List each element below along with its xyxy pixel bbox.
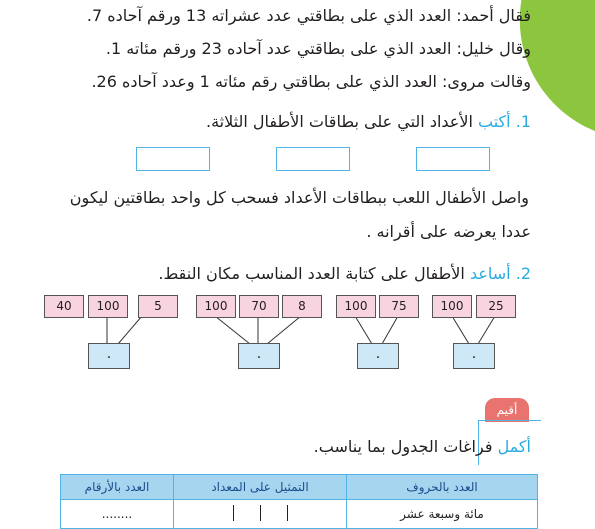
assess-text: فراغات الجدول بما يناسب.	[313, 437, 493, 456]
task2-text: الأطفال على كتابة العدد المناسب مكان النقط.	[158, 264, 465, 283]
assess-verb: أكمل	[497, 437, 531, 456]
assess-instruction	[314, 437, 531, 456]
table-header-digits: العدد بالأرقام	[61, 475, 174, 500]
assess-tag: أقيم	[485, 398, 529, 422]
card: 100	[432, 295, 472, 318]
card: 70	[239, 295, 279, 318]
card: 8	[282, 295, 322, 318]
abacus-rods	[215, 505, 305, 521]
table-cell-digits[interactable]: ........	[61, 500, 174, 529]
story-ahmad: فقال أحمد: العدد الذي على بطاقتي عدد عشراته 13 ورقم آحاده 7.	[86, 6, 531, 25]
paragraph-line-1: واصل الأطفال اللعب ببطاقات الأعداد فسحب كل واحد بطاقتين ليكون	[69, 188, 529, 207]
story-marwa: وقالت مروى: العدد الذي على بطاقتي رقم مئاته 1 وعدد آحاده 26.	[91, 72, 531, 91]
answer-slot[interactable]: .	[88, 343, 130, 369]
table-cell-words: مائة وسبعة عشر	[347, 500, 538, 529]
table-cell-abacus	[174, 500, 347, 529]
task1-text: الأعداد التي على بطاقات الأطفال الثلاثة.	[205, 112, 473, 131]
card: 100	[196, 295, 236, 318]
table-row	[61, 500, 538, 529]
card: 100	[88, 295, 128, 318]
abacus-table	[60, 474, 538, 529]
task2-verb: أساعد	[469, 264, 511, 283]
table-header-abacus: التمثيل على المعداد	[174, 475, 347, 500]
answer-slot[interactable]: .	[453, 343, 495, 369]
task1-number: 1.	[515, 112, 531, 131]
answer-slot[interactable]: .	[357, 343, 399, 369]
card: 5	[138, 295, 178, 318]
task2-number: 2.	[515, 264, 531, 283]
card: 40	[44, 295, 84, 318]
story-khalil: وقال خليل: العدد الذي على بطاقتي عدد آحاده 23 ورقم مئاته 1.	[105, 39, 531, 58]
table-header-words: العدد بالحروف	[347, 475, 538, 500]
card: 75	[379, 295, 419, 318]
card: 100	[336, 295, 376, 318]
task1-verb: أكتب	[478, 112, 511, 131]
card: 25	[476, 295, 516, 318]
paragraph-line-2: عددا يعرضه على أقرانه .	[366, 222, 531, 241]
answer-slot[interactable]: .	[238, 343, 280, 369]
